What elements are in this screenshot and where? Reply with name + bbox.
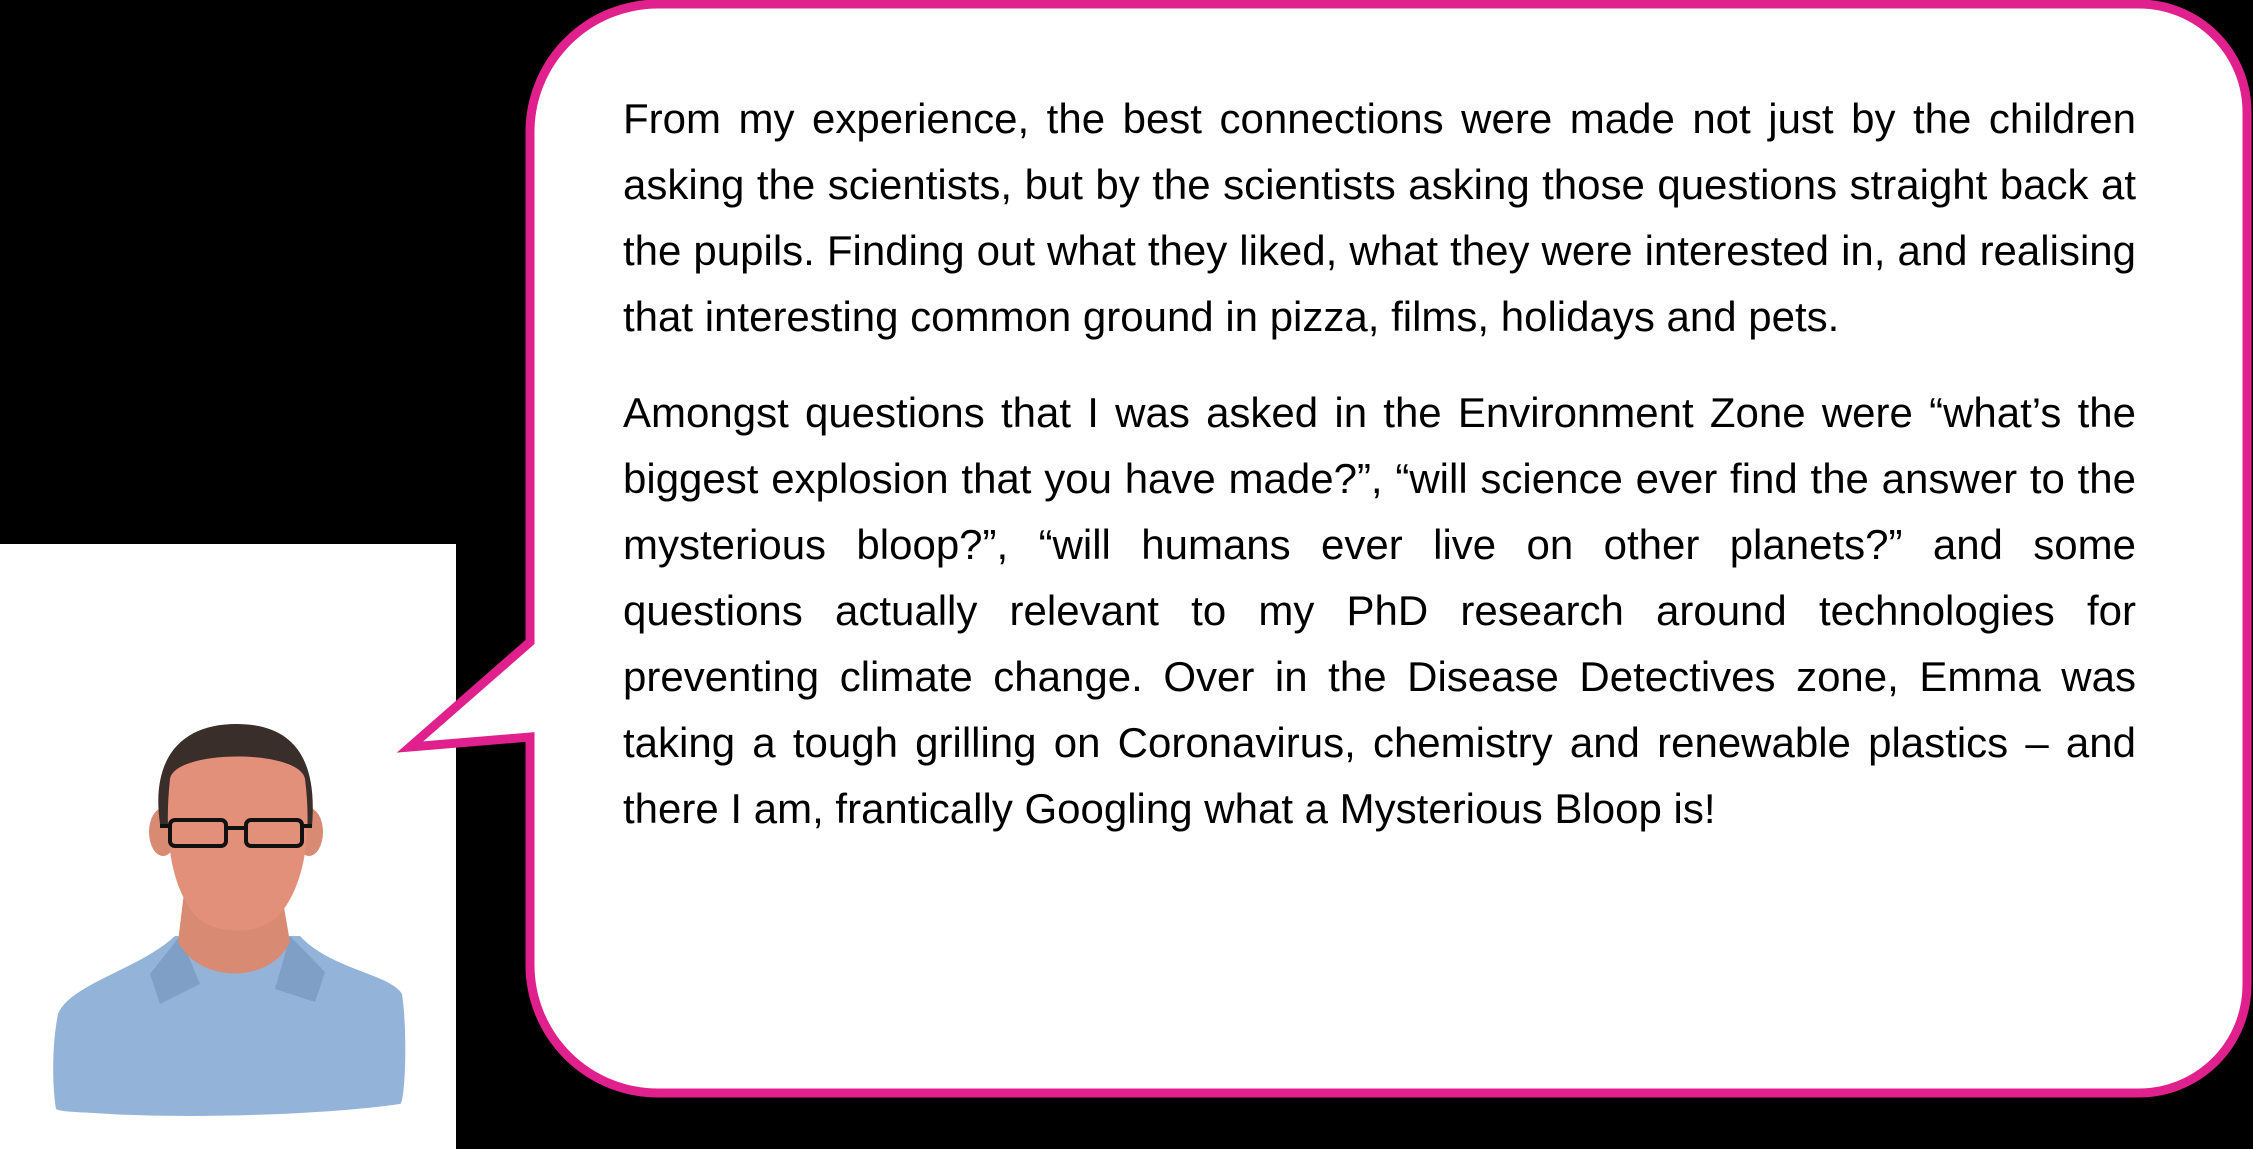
quote-paragraph-1: From my experience, the best connections were made not just by the children asking the scientists, but by the scientists asking those questions straight back at the pupils. Finding out what they liked, what they were interested in, and realising that interesting common ground in pizza, films, holidays and pets.	[623, 95, 2136, 340]
quote-text	[623, 86, 2136, 842]
quote-paragraph-2: Amongst questions that I was asked in the Environment Zone were “what’s the biggest explosion that you have made?”, “will science ever find the answer to the mysterious bloop?”, “will humans ever live on other planets?” and some questions actually relevant to my PhD research around technologies for preventing climate change. Over in the Disease Detectives zone, Emma was taking a tough grilling on Coronavirus, chemistry and renewable plastics – and there I am, frantically Googling what a Mysterious Bloop is!	[623, 389, 2136, 832]
